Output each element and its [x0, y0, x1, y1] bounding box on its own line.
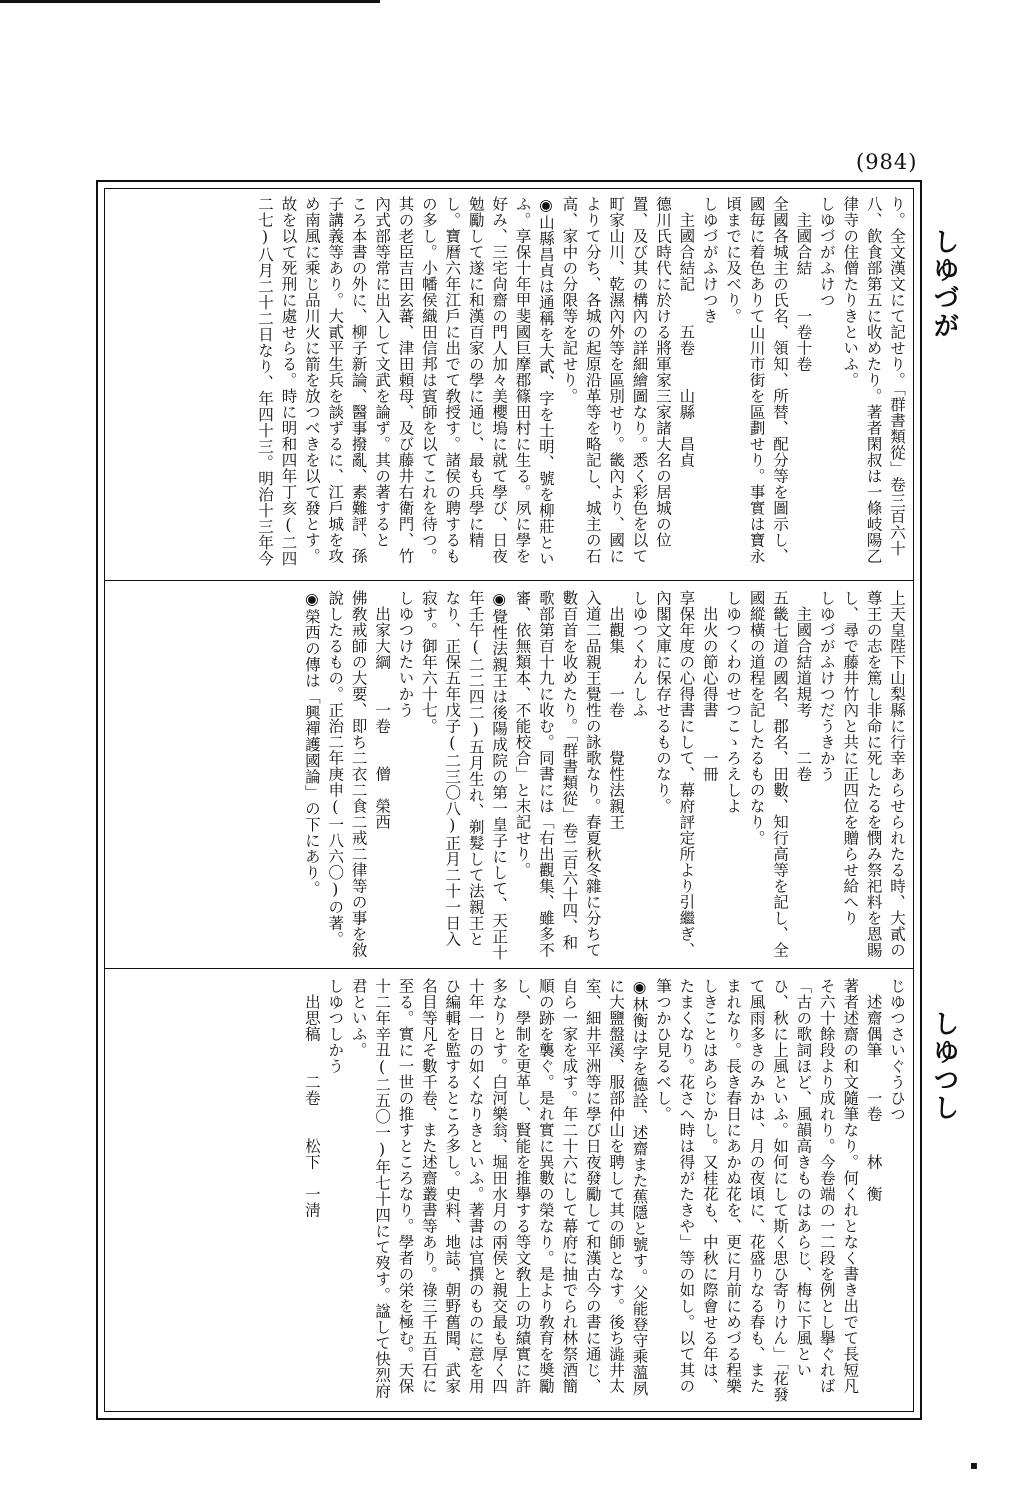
top-rule — [0, 0, 380, 3]
panel-middle-text: 上天皇陛下山梨縣に行幸あらせられたる時、大貳の尊王の志を篤し非命に死したるを憫み祭祀料を恩賜し、尋で藤井竹內と共に正四位を贈らせ給へり しゆづがふけつだうきかう 主國合結道規考 二卷 五畿七道の國名、郡名、田數、知行高等を記し、全國縱橫の道程を記したるものなり。 しゆつくわのせつこゝろえしよ 出火の節心得書 一冊 享保年度の心得書にして、幕府評定所より引繼ぎ、內閣文庫に保存せるものなり。 しゆつくわんしふ 出觀集 一卷 覺性法親王 入道二品親王覺性の詠歌なり。春夏秋冬雜に分ちて數百首を收めたり。「群書類從」卷二百六十四、和歌部第百十九に收む。同書には「右出觀集、雖多不審、依無類本、不能校合」と末記せり。 ◉覺性法親王は後陽成院の第一皇子にして、天正十年壬午(二二四二)五月生れ、剃髮して法親王となり、正保五年戊子(二三〇八)正月二十一日入寂す。御年六十七。 しゆつけたいかう 出家大綱 一卷 僧 榮西 佛敎戒師の大要、即ち二衣二食二戒二律等の事を敘說したるもの。正治二年庚申(一八六〇)の著。 ◉榮西の傳は「興禪護國論」の下にあり。 — [302, 590, 906, 961]
corner-mark: ▪ — [969, 1458, 978, 1472]
page-number: (984) — [856, 150, 918, 174]
running-head-top: しゆづが — [929, 228, 959, 340]
page-frame — [96, 180, 922, 1420]
panel-bottom-text: じゆつさいぐうひつ 述齋偶筆 一卷 林 衡 著者述齋の和文隨筆なり。何くれとなく書き出でて長短凡そ六十餘段より成れり。今卷端の一二段を例とし擧ぐれば「古の歌詞ほど、風韻高きものはあらじ、梅に下風といひ、秋に上風といふ。如何にして斯く思ひ寄りけん」「花發て風雨多きのみかは、月の夜頃に、花盛りなる春も、またまれなり。長き春日にあかぬ花を、更に月前にめづる程樂しきことはあらじかし。又桂花も、中秋に際會せる年は、たまくなり。花さへ時は得がたきや」等の如し。以て其の筆つかひ見るべし。 ◉林衡は字を德詮、述齋また蕉隱と號す。父能登守乘薀夙に大鹽盤溪、服部仲山を聘して其の師となす。後ち澁井太室、細井平洲等に學び日夜發勵して和漢古今の書に通じ、自ら一家を成す。年二十六にして幕府に抽でられ林祭酒簡順の跡を襲ぐ。是れ實に異數の榮なり。是より敎育を奬勵し、學制を更革し、賢能を推擧する等文敎上の功績實に許多なりとす。白河樂翁、堀田水月の兩侯と親交最も厚く四十年一日の如くなりきといふ。著書は官撰のものに意を用ひ編輯を監するところ多し。史料、地誌、朝野舊聞、武家名目等凡そ數千卷、また述齋叢書等あり。祿三千五百石に至る。實に一世の推すところなり。學者の栄を極む。天保十二年辛丑(二五〇一)年七十四にて歿す。諡して快烈府君といふ。 しゆつしかう 出思稿 二卷 松下 一淸 — [302, 978, 906, 1403]
running-head-bottom: しゆつし — [929, 1010, 959, 1122]
divider-bottom — [104, 968, 914, 969]
divider-top — [104, 580, 914, 581]
panel-top-text: り。全文漢文にて記せり。「群書類從」卷三百六十八、飮食部第五に收めたり。著者閑叔は一條岐陽乙律寺の住僧たりきといふ。 しゆづがふけつ 主國合結 一卷十卷 全國各城主の氏名、領知、所替、配分等を圖示し、國毎に着色ありて山川市街を區劃せり。事實は寶永頃までに及べり。 しゆづがふけつき 主國合結記 五卷 山縣 昌貞 德川氏時代に於ける將軍家三家諸大名の居城の位置、及び其の構內の詳細繪圖なり。悉く彩色を以て町家山川、乾濕內外等を區別せり。畿內より、國によりて分ち、各城の起原沿革等を略記し、城主の石高、家中の分限等を記せり。 ◉山縣昌貞は通稱を大貳、字を士明、號を柳莊といふ。享保十年甲斐國巨摩郡篠田村に生る。夙に學を好み、三宅尙齋の門人加々美櫻塢に就て學び、日夜勉勵して遂に和漢百家の學に通じ、最も兵學に精し。寶曆六年江戶に出でて敎授す。諸侯の聘するもの多し。小幡侯織田信邦は賓師を以てこれを待つ。其の老臣吉田玄蕃、津田頼母、及び藤井右衛門、竹內式部等常に出入して文武を論ず。其の著すると ころ本書の外に、柳子新論、醫事撥亂、素難評、孫子講義等あり。大貳平生兵を談ずるに、江戶城を攻め南風に乘じ品川火に箭を放つべきを以て發とす。故を以て死刑に處せらる。時に明和四年丁亥(二四二七)八月二十二日なり、年四十三。明治十三年今 — [256, 196, 906, 567]
